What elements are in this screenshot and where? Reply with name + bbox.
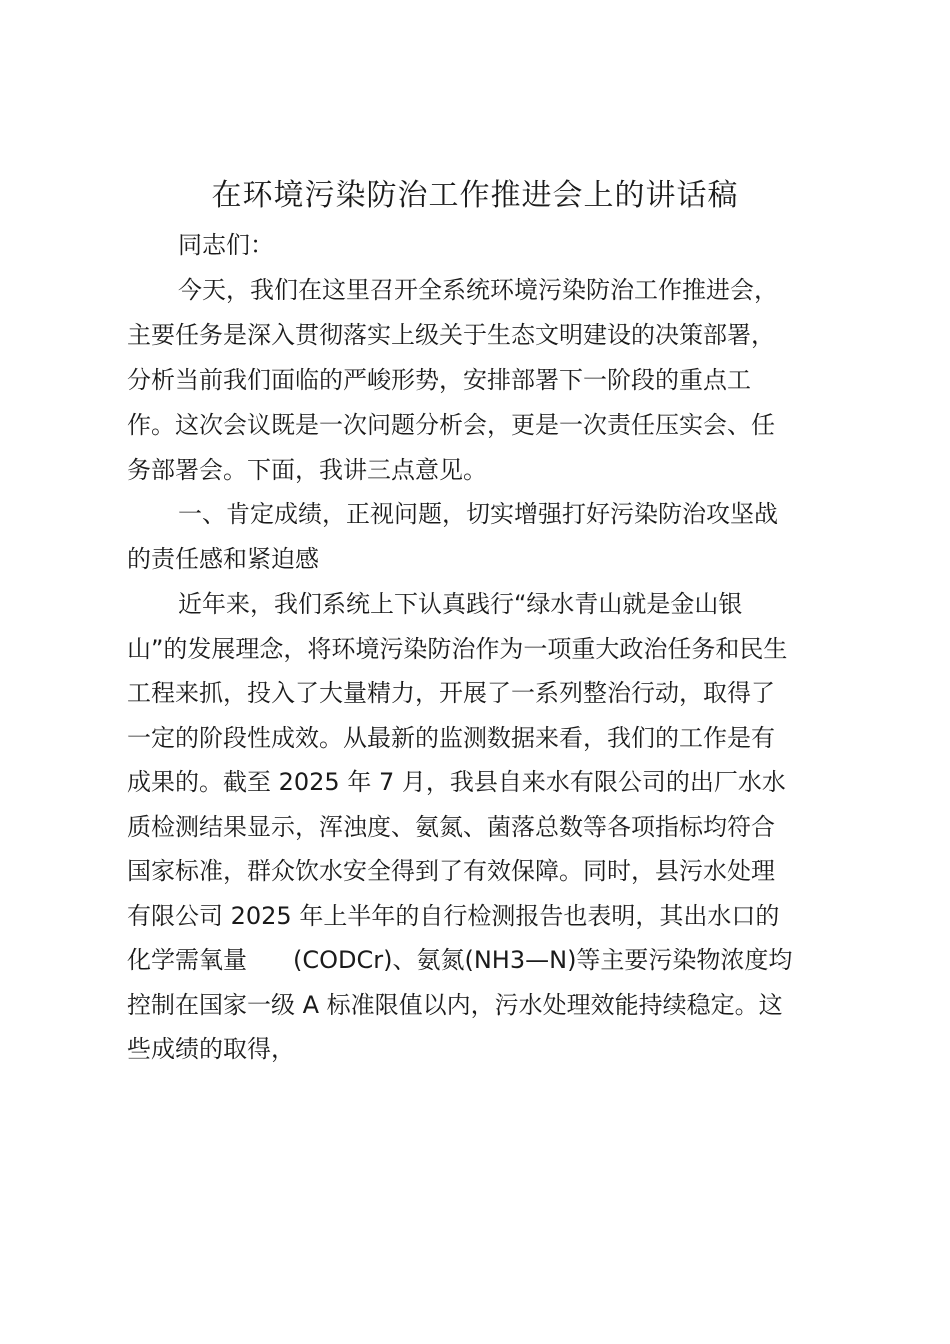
paragraph-line: 有限公司 2025 年上半年的自行检测报告也表明，其出水口的 [127,902,780,930]
paragraph-line: 国家标准，群众饮水安全得到了有效保障。同时，县污水处理 [127,857,775,885]
document-title: 在环境污染防治工作推进会上的讲话稿 [211,178,739,213]
text-segment: 化学需氧量 [127,946,247,974]
paragraph-line: 成果的。截至 2025 年 7 月，我县自来水有限公司的出厂水水 [127,768,786,796]
text-segment: (CODCr)、氨氮(NH3—N)等主要污染物浓度均 [293,946,793,974]
paragraph-line: 主要任务是深入贯彻落实上级关于生态文明建设的决策部署， [127,321,775,349]
salutation: 同志们： [178,231,274,259]
paragraph-line: 务部署会。下面，我讲三点意见。 [127,456,487,484]
section-heading-line: 的责任感和紧迫感 [127,545,319,573]
paragraph-line: 控制在国家一级 A 标准限值以内，污水处理效能持续稳定。这 [127,991,783,1019]
paragraph-line: 今天，我们在这里召开全系统环境污染防治工作推进会， [178,276,778,304]
paragraph-line: 分析当前我们面临的严峻形势，安排部署下一阶段的重点工 [127,366,751,394]
paragraph-line: 工程来抓，投入了大量精力，开展了一系列整治行动，取得了 [127,679,775,707]
paragraph-line: 质检测结果显示，浑浊度、氨氮、菌落总数等各项指标均符合 [127,813,775,841]
paragraph-line: 一定的阶段性成效。从最新的监测数据来看，我们的工作是有 [127,724,775,752]
paragraph-line [127,943,792,977]
paragraph-line: 近年来，我们系统上下认真践行“绿水青山就是金山银 [178,590,743,618]
section-heading-line: 一、肯定成绩，正视问题，切实增强打好污染防治攻坚战 [178,500,778,528]
paragraph-line: 些成绩的取得， [127,1035,295,1063]
paragraph-line: 作。这次会议既是一次问题分析会，更是一次责任压实会、任 [127,411,775,439]
paragraph-line: 山”的发展理念，将环境污染防治作为一项重大政治任务和民生 [127,635,788,663]
